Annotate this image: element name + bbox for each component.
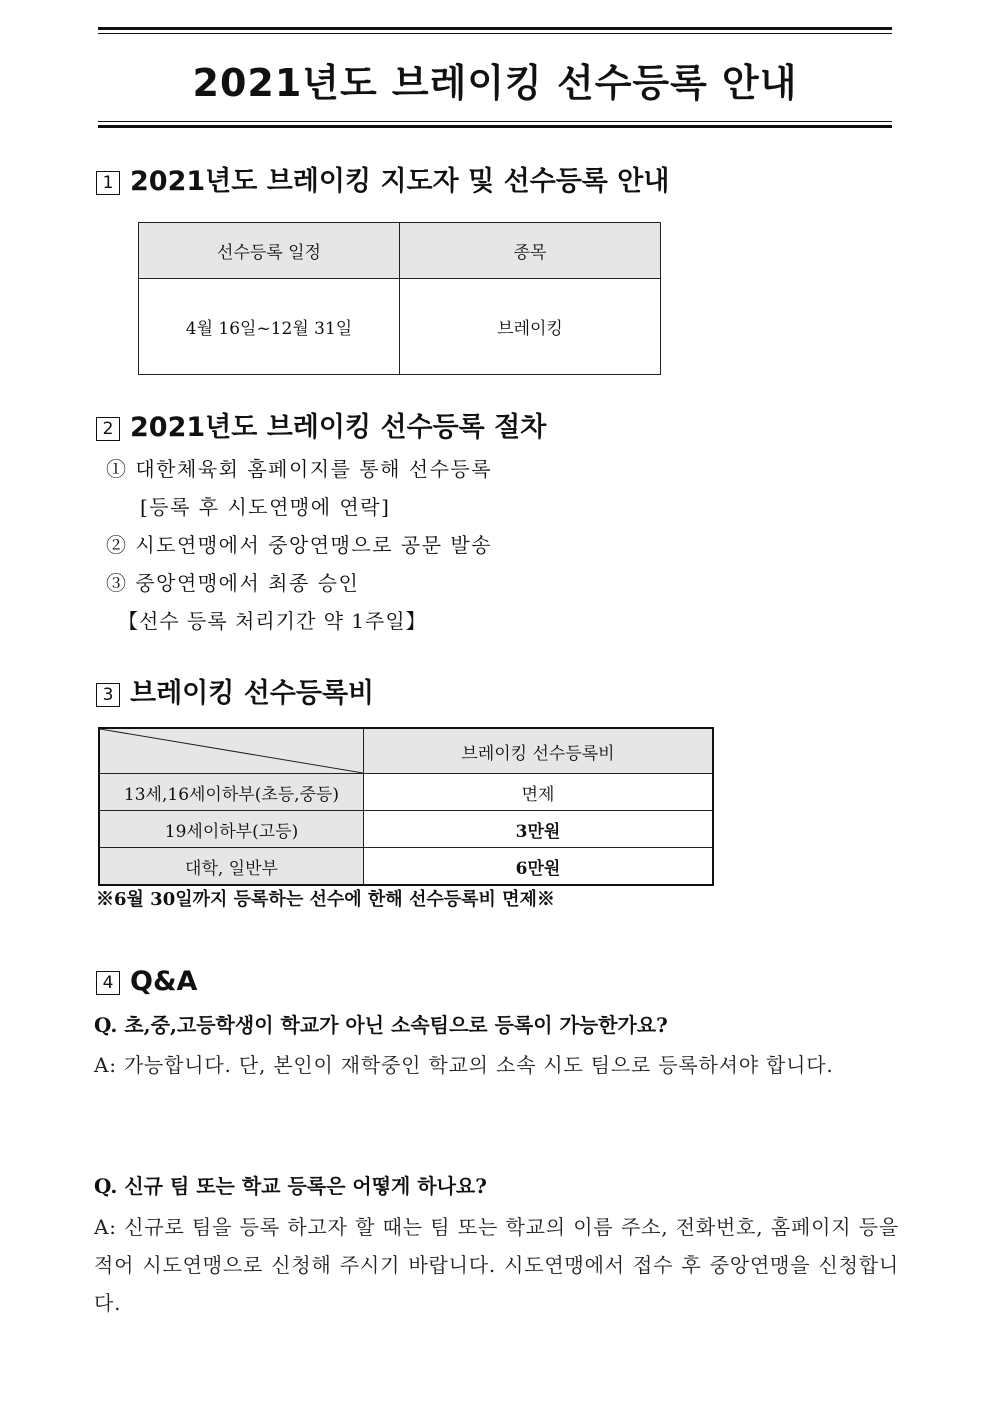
- section-3-heading: [96, 677, 374, 711]
- procedure-step-3: ③ 중앙연맹에서 최종 승인: [106, 571, 360, 595]
- section-1-heading: [96, 165, 669, 199]
- section-3-number: 3: [96, 683, 120, 707]
- procedure-period-note: 【선수 등록 처리기간 약 1주일】: [118, 609, 427, 633]
- fee-table: [98, 727, 714, 886]
- section-4-title: Q&A: [130, 966, 198, 997]
- fee-table-row: [99, 774, 713, 811]
- title-top-rule-thick: [98, 27, 892, 30]
- section-2-heading: [96, 411, 546, 445]
- fee-table-corner-cell: [99, 728, 364, 774]
- section-1-number: 1: [96, 171, 120, 195]
- section-2-title: 2021년도 브레이킹 선수등록 절차: [130, 412, 547, 443]
- procedure-step-1-note: [등록 후 시도연맹에 연락]: [140, 495, 391, 519]
- section-1-title: 2021년도 브레이킹 지도자 및 선수등록 안내: [130, 166, 670, 197]
- qa-question-2: Q. 신규 팀 또는 학교 등록은 어떻게 하나요?: [94, 1174, 487, 1198]
- schedule-table-header-row: [139, 223, 661, 279]
- fee-table-header: 브레이킹 선수등록비: [364, 728, 714, 774]
- fee-table-row: [99, 848, 713, 886]
- schedule-cell-period: 4월 16일~12월 31일: [139, 279, 400, 375]
- procedure-step-1: ① 대한체육회 홈페이지를 통해 선수등록: [106, 457, 493, 481]
- fee-row-value: 면제: [364, 774, 714, 811]
- schedule-cell-event: 브레이킹: [400, 279, 661, 375]
- fee-row-label: 19세이하부(고등): [99, 811, 364, 848]
- title-bottom-rule-thin: [98, 121, 892, 122]
- section-4-number: 4: [96, 971, 120, 995]
- section-4-heading: [96, 965, 197, 999]
- document-title: 2021년도 브레이킹 선수등록 안내: [192, 61, 798, 105]
- diagonal-divider: [100, 729, 363, 773]
- qa-answer-1: A: 가능합니다. 단, 본인이 재학중인 학교의 소속 시도 팀으로 등록하셔야 합니다.: [94, 1053, 834, 1077]
- fee-row-value: 6만원: [364, 848, 714, 886]
- title-top-rule-thin: [98, 33, 892, 34]
- fee-row-label: 13세,16세이하부(초등,중등): [99, 774, 364, 811]
- fee-row-label: 대학, 일반부: [99, 848, 364, 886]
- qa-question-1: Q. 초,중,고등학생이 학교가 아닌 소속팀으로 등록이 가능한가요?: [94, 1013, 668, 1037]
- fee-exemption-note: ※6월 30일까지 등록하는 선수에 한해 선수등록비 면제※: [96, 889, 555, 910]
- schedule-header-event: 종목: [400, 223, 661, 279]
- fee-table-header-row: [99, 728, 713, 774]
- schedule-table: [138, 222, 661, 375]
- procedure-step-2: ② 시도연맹에서 중앙연맹으로 공문 발송: [106, 533, 493, 557]
- schedule-table-row: [139, 279, 661, 375]
- qa-answer-2: A: 신규로 팀을 등록 하고자 할 때는 팀 또는 학교의 이름 주소, 전화번호, 홈페이지 등을 적어 시도연맹으로 신청해 주시기 바랍니다. 시도연맹에서 접수 후 중앙연맹을 신청합니다.: [94, 1215, 899, 1315]
- fee-table-row: [99, 811, 713, 848]
- section-2-number: 2: [96, 417, 120, 441]
- section-3-title: 브레이킹 선수등록비: [130, 678, 375, 709]
- schedule-header-period: 선수등록 일정: [139, 223, 400, 279]
- title-bottom-rule-thick: [98, 125, 892, 128]
- fee-row-value: 3만원: [364, 811, 714, 848]
